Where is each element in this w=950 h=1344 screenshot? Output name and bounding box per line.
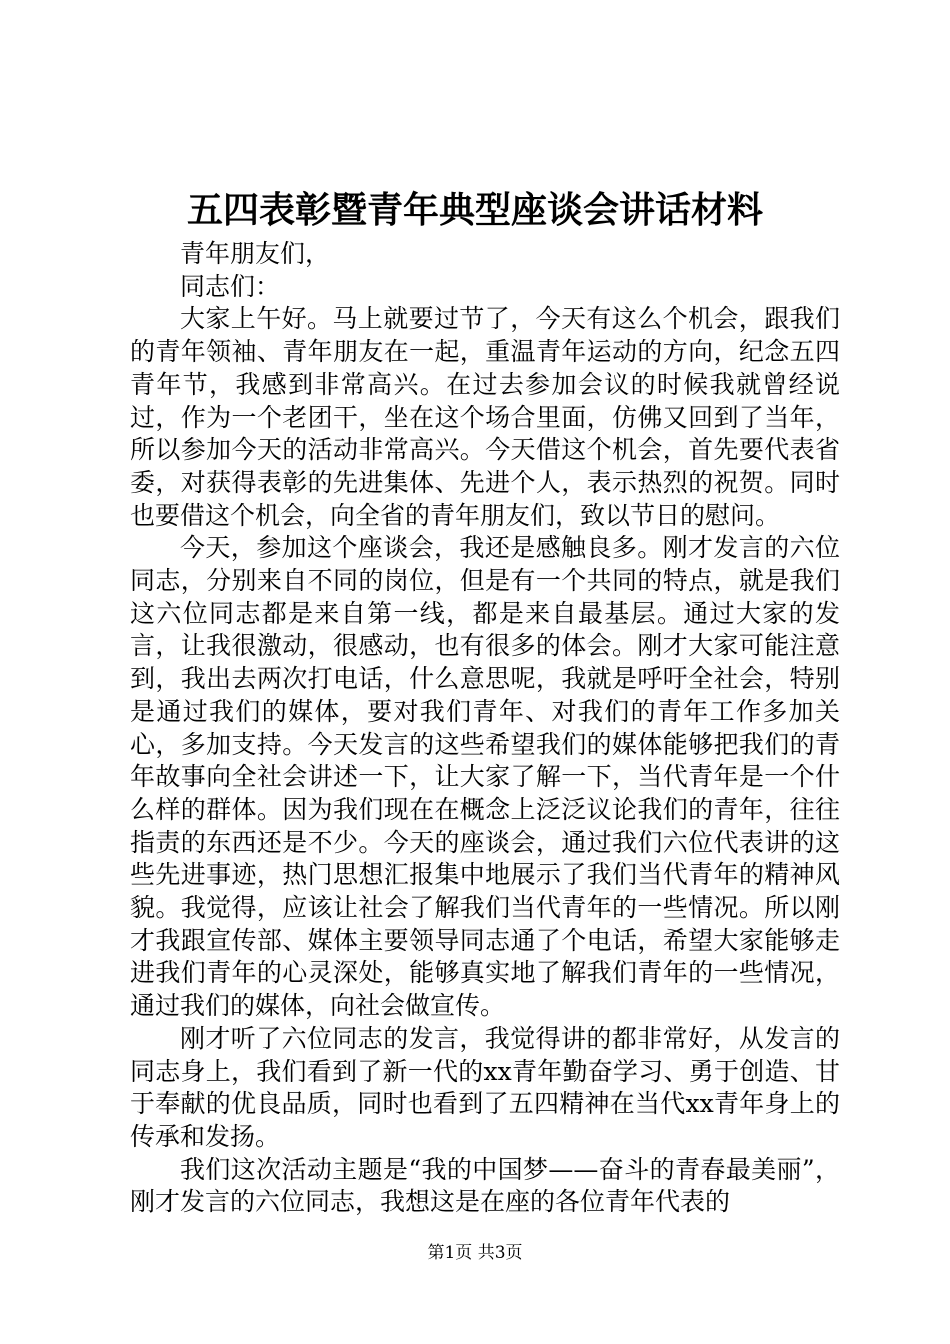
greeting-line: 同志们： (180, 271, 281, 301)
document-body (130, 238, 840, 1219)
body-paragraph: 我们这次活动主题是“我的中国梦——奋斗的青春最美丽”，刚才发言的六位同志，我想这是在座的各位青年代表的 (130, 1154, 840, 1217)
body-paragraph: 刚才听了六位同志的发言，我觉得讲的都非常好，从发言的同志身上，我们看到了新一代的xx青年勤奋学习、勇于创造、甘于奉献的优良品质，同时也看到了五四精神在当代xx青年身上的传承和发扬。 (130, 1023, 840, 1151)
body-paragraph: 今天，参加这个座谈会，我还是感触良多。刚才发言的六位同志，分别来自不同的岗位，但是有一个共同的特点，就是我们这六位同志都是来自第一线，都是来自最基层。通过大家的发言，让我很激动，很感动，也有很多的体会。刚才大家可能注意到，我出去两次打电话，什么意思呢，我就是呼吁全社会，特别是通过我们的媒体，要对我们青年、对我们的青年工作多加关心，多加支持。今天发言的这些希望我们的媒体能够把我们的青年故事向全社会讲述一下，让大家了解一下，当代青年是一个什么样的群体。因为我们现在在概念上泛泛议论我们的青年，往往指责的东西还是不少。今天的座谈会，通过我们六位代表讲的这些先进事迹，热门思想汇报集中地展示了我们当代青年的精神风貌。我觉得，应该让社会了解我们当代青年的一些情况。所以刚才我跟宣传部、媒体主要领导同志通了个电话，希望大家能够走进我们青年的心灵深处，能够真实地了解我们青年的一些情况，通过我们的媒体，向社会做宣传。 (130, 533, 840, 1021)
document-title: 五四表彰暨青年典型座谈会讲话材料 (186, 189, 763, 231)
greeting-line: 青年朋友们， (180, 239, 331, 268)
body-paragraph: 大家上午好。马上就要过节了，今天有这么个机会，跟我们的青年领袖、青年朋友在一起，重温青年运动的方向，纪念五四青年节，我感到非常高兴。在过去参加会议的时候我就曾经说过，作为一个老团干，坐在这个场合里面，仿佛又回到了当年，所以参加今天的活动非常高兴。今天借这个机会，首先要代表省委，对获得表彰的先进集体、先进个人，表示热烈的祝贺。同时也要借这个机会，向全省的青年朋友们，致以节日的慰问。 (130, 304, 840, 530)
page-number-footer: 第1页 共3页 (427, 1243, 523, 1263)
